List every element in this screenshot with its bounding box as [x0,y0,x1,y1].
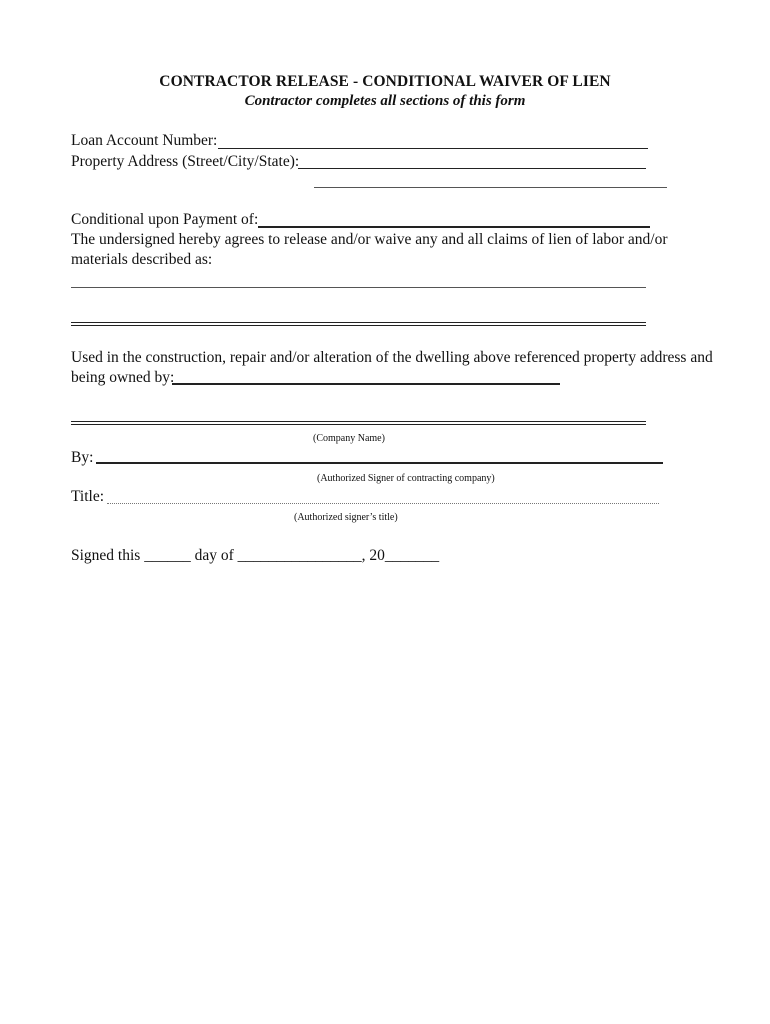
materials-field-line2[interactable] [71,322,646,326]
property-address-field-line2[interactable] [314,187,667,188]
company-name-field[interactable] [71,421,646,425]
materials-field-line1[interactable] [71,287,646,288]
by-label: By: [71,449,94,466]
property-address-field[interactable] [298,168,646,169]
company-name-caption: (Company Name) [313,433,385,444]
authorized-signer-field[interactable] [96,462,663,464]
loan-account-field[interactable] [218,148,648,149]
authorized-title-caption: (Authorized signer’s title) [294,512,398,523]
loan-account-label: Loan Account Number: [71,132,218,149]
title-label: Title: [71,488,105,505]
form-subtitle: Contractor completes all sections of this form [244,93,526,109]
used-in-text-line1: Used in the construction, repair and/or alteration of the dwelling above referenced property address and [71,349,713,366]
signer-title-field[interactable] [107,503,659,504]
owned-by-label: being owned by: [71,369,175,386]
release-text-line2: materials described as: [71,251,213,268]
signed-date-line: Signed this ______ day of ________________, 20_______ [71,547,440,564]
payment-amount-field[interactable] [258,226,650,228]
property-address-label: Property Address (Street/City/State): [71,153,300,170]
conditional-payment-label: Conditional upon Payment of: [71,211,259,228]
form-title: CONTRACTOR RELEASE - CONDITIONAL WAIVER OF LIEN [159,73,611,90]
owner-name-field[interactable] [172,383,560,385]
authorized-signer-caption: (Authorized Signer of contracting company) [317,473,495,484]
release-text-line1: The undersigned hereby agrees to release and/or waive any and all claims of lien of labor and/or [71,231,668,248]
